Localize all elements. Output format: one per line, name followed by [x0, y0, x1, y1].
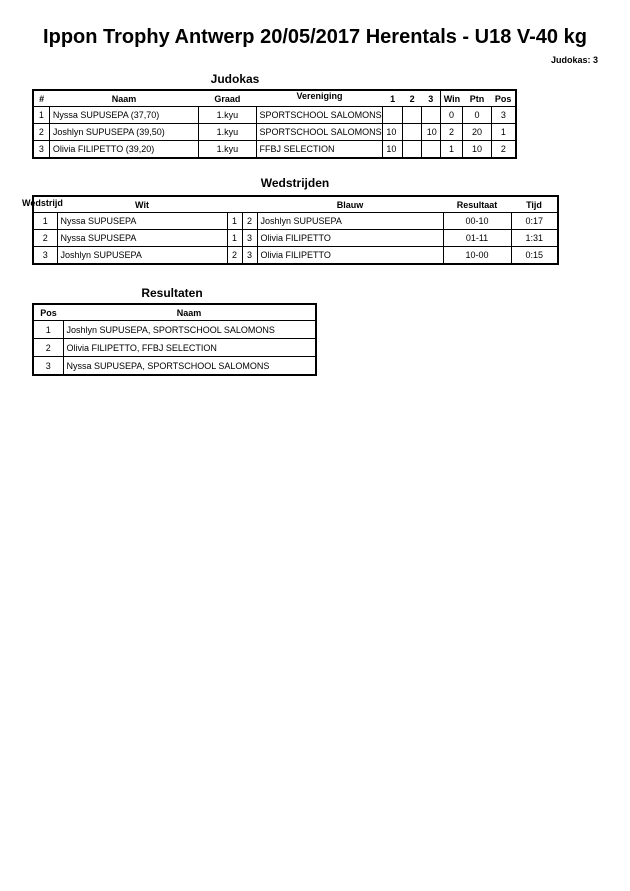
judoka-m3 — [422, 107, 440, 124]
judoka-nr: 1 — [33, 107, 49, 124]
judoka-m1 — [383, 107, 402, 124]
header-win: Win — [440, 90, 463, 107]
judoka-nr: 2 — [33, 124, 49, 141]
judoka-grade: 1.kyu — [199, 124, 256, 141]
match-time: 0:15 — [511, 247, 558, 265]
header-club: Vereniging — [256, 90, 383, 107]
judoka-m2 — [402, 107, 421, 124]
judoka-count: Judokas: 3 — [550, 55, 598, 65]
result-pos: 1 — [33, 321, 63, 339]
match-white: Nyssa SUPUSEPA — [57, 213, 227, 230]
match-white-nr: 2 — [227, 247, 242, 265]
header-pos: Pos — [33, 304, 63, 321]
table-row — [33, 321, 316, 339]
judoka-m2 — [402, 141, 421, 159]
judoka-name: Joshlyn SUPUSEPA (39,50) — [49, 124, 198, 141]
header-match-nr — [22, 196, 63, 213]
judoka-m1: 10 — [383, 124, 402, 141]
header-match-1: 1 — [383, 90, 402, 107]
header-spacer — [227, 196, 242, 213]
match-blue: Joshlyn SUPUSEPA — [257, 213, 443, 230]
wedstrijden-header-row — [33, 196, 558, 213]
judoka-points: 0 — [463, 107, 492, 124]
table-row — [33, 141, 516, 159]
judokas-table — [32, 89, 517, 159]
header-result: Resultaat — [443, 196, 511, 213]
resultaten-heading: Resultaten — [141, 286, 203, 300]
judoka-points: 20 — [463, 124, 492, 141]
header-match-2: 2 — [402, 90, 421, 107]
result-name: Nyssa SUPUSEPA, SPORTSCHOOL SALOMONS — [63, 357, 316, 376]
match-time: 0:17 — [511, 213, 558, 230]
result-pos: 3 — [33, 357, 63, 376]
resultaten-header-row — [33, 304, 316, 321]
table-row — [33, 213, 558, 230]
judoka-club: FFBJ SELECTION — [256, 141, 383, 159]
header-white: Wit — [57, 196, 227, 213]
match-white-nr: 1 — [227, 230, 242, 247]
match-nr: 2 — [33, 230, 57, 247]
match-time: 1:31 — [511, 230, 558, 247]
match-blue: Olivia FILIPETTO — [257, 247, 443, 265]
judoka-pos: 1 — [491, 124, 516, 141]
wedstrijden-heading: Wedstrijden — [260, 176, 330, 190]
judoka-name: Olivia FILIPETTO (39,20) — [49, 141, 198, 159]
judoka-win: 1 — [440, 141, 463, 159]
judoka-m2 — [402, 124, 421, 141]
judoka-points: 10 — [463, 141, 492, 159]
wedstrijden-table — [22, 195, 559, 265]
judoka-m1: 10 — [383, 141, 402, 159]
table-row — [33, 124, 516, 141]
result-name: Joshlyn SUPUSEPA, SPORTSCHOOL SALOMONS — [63, 321, 316, 339]
header-name: Naam — [63, 304, 316, 321]
match-result: 10-00 — [443, 247, 511, 265]
match-white: Joshlyn SUPUSEPA — [57, 247, 227, 265]
table-row — [33, 357, 316, 376]
header-spacer — [242, 196, 257, 213]
header-grade: Graad — [199, 90, 256, 107]
table-row — [33, 230, 558, 247]
judoka-pos: 2 — [491, 141, 516, 159]
match-blue: Olivia FILIPETTO — [257, 230, 443, 247]
judoka-nr: 3 — [33, 141, 49, 159]
judoka-pos: 3 — [491, 107, 516, 124]
match-nr: 1 — [33, 213, 57, 230]
judoka-win: 0 — [440, 107, 463, 124]
judoka-win: 2 — [440, 124, 463, 141]
judoka-m3: 10 — [422, 124, 440, 141]
judoka-m3 — [422, 141, 440, 159]
match-nr: 3 — [33, 247, 57, 265]
table-row — [33, 247, 558, 265]
header-nr: # — [33, 90, 49, 107]
judoka-grade: 1.kyu — [199, 141, 256, 159]
page-title: Ippon Trophy Antwerp 20/05/2017 Herentals - U18 V-40 kg — [43, 26, 587, 48]
table-row — [33, 107, 516, 124]
header-name: Naam — [49, 90, 198, 107]
match-blue-nr: 3 — [242, 247, 257, 265]
match-blue-nr: 3 — [242, 230, 257, 247]
resultaten-table — [32, 303, 317, 376]
judoka-club: SPORTSCHOOL SALOMONS — [256, 107, 383, 124]
header-match-nr-label: Wedstrijd — [22, 198, 63, 208]
header-match-3: 3 — [422, 90, 440, 107]
match-white: Nyssa SUPUSEPA — [57, 230, 227, 247]
judokas-heading: Judokas — [210, 72, 260, 86]
result-name: Olivia FILIPETTO, FFBJ SELECTION — [63, 339, 316, 357]
header-points: Ptn — [463, 90, 492, 107]
match-result: 00-10 — [443, 213, 511, 230]
header-time: Tijd — [511, 196, 558, 213]
header-pos: Pos — [491, 90, 516, 107]
judoka-grade: 1.kyu — [199, 107, 256, 124]
header-blue: Blauw — [257, 196, 443, 213]
table-row — [33, 339, 316, 357]
match-result: 01-11 — [443, 230, 511, 247]
judokas-header-row — [33, 90, 516, 107]
match-white-nr: 1 — [227, 213, 242, 230]
judoka-name: Nyssa SUPUSEPA (37,70) — [49, 107, 198, 124]
judoka-club: SPORTSCHOOL SALOMONS — [256, 124, 383, 141]
match-blue-nr: 2 — [242, 213, 257, 230]
result-pos: 2 — [33, 339, 63, 357]
